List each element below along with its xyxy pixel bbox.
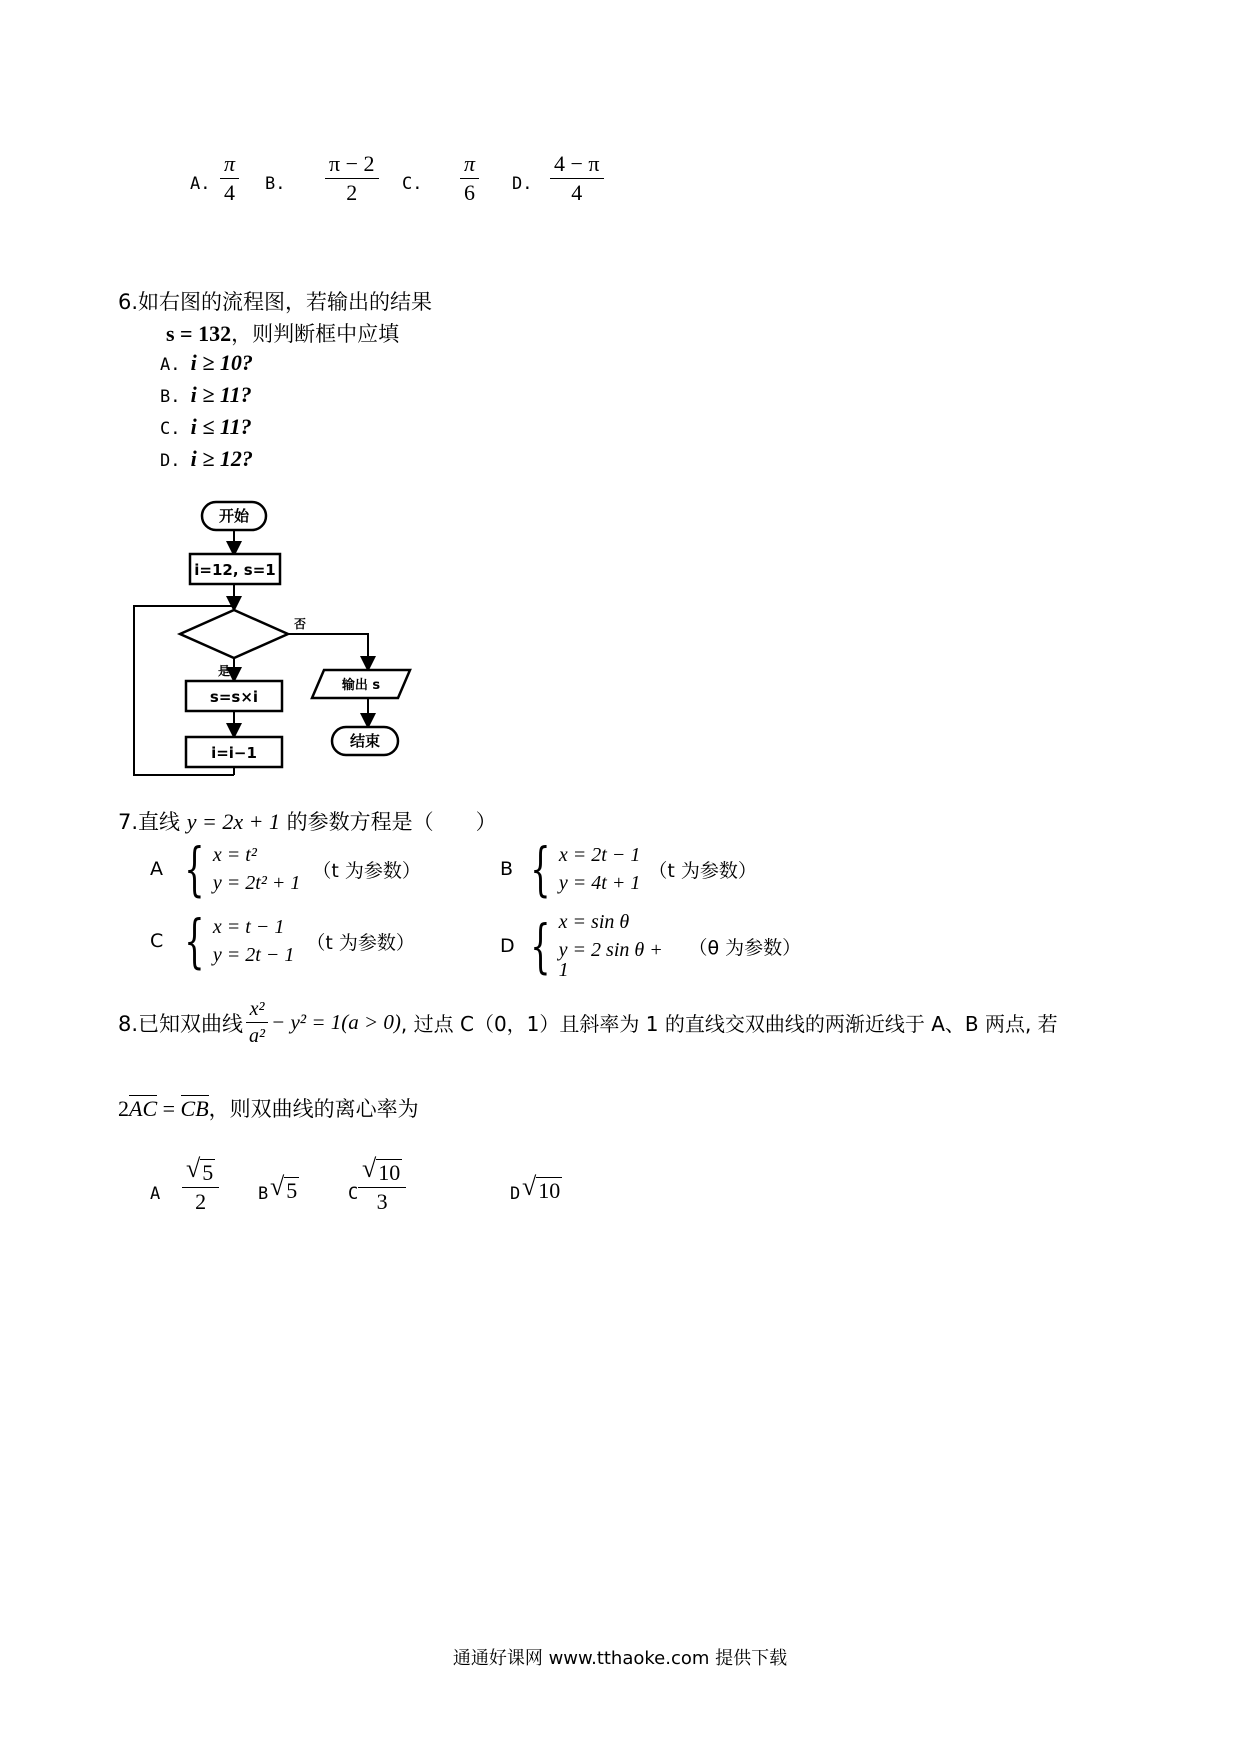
- q5-options: [190, 152, 670, 212]
- flow-no-label: 否: [294, 617, 307, 631]
- q8-option-d-label: D: [510, 1184, 521, 1204]
- q7-option-b-label: B: [500, 858, 514, 880]
- q8-stem-line2: [118, 1093, 419, 1123]
- q6-flowchart: [120, 490, 440, 800]
- q6-option-d-expr: i ≥ 12?: [190, 446, 253, 471]
- flow-decision-diamond: [180, 610, 288, 658]
- q6-s-expression: s = 132: [166, 321, 232, 346]
- q6-option-d: [160, 446, 253, 478]
- q5-option-d-den: 4: [571, 180, 583, 206]
- q5-option-a-den: 4: [224, 180, 236, 206]
- q5-option-a-label: A.: [190, 174, 211, 194]
- q7-option-a: [150, 835, 421, 903]
- q8-options: [150, 1156, 630, 1236]
- q8-vector-cb: CB: [180, 1096, 209, 1121]
- q7-option-c-row1: x = t − 1: [212, 916, 285, 938]
- q6-option-c-expr: i ≤ 11?: [190, 414, 252, 439]
- q8-option-a-den: 2: [195, 1189, 207, 1215]
- q5-option-a-fraction: [220, 152, 239, 205]
- q8-option-b-label: B: [258, 1184, 269, 1204]
- q7-option-b-note: （t 为参数）: [648, 859, 757, 882]
- q7-option-b-brace: {: [530, 835, 551, 903]
- q5-option-b-label: B.: [265, 174, 286, 194]
- q7-option-b: [500, 835, 757, 903]
- q6-stem-line1: 6.如右图的流程图，若输出的结果: [118, 290, 433, 314]
- q7-option-c-rows: [213, 917, 294, 965]
- q7-option-b-rows: [559, 845, 640, 893]
- q6-option-c: [160, 414, 253, 446]
- q8-stem: [118, 998, 1218, 1047]
- q5-option-b-fraction: [325, 152, 379, 205]
- q7-option-d: [500, 912, 800, 980]
- q8-option-c-fraction: [358, 1156, 406, 1214]
- q8-option-c-radicand: 10: [378, 1160, 401, 1185]
- q7-option-a-row2: y = 2t² + 1: [212, 872, 301, 894]
- flow-init-label: i=12, s=1: [194, 561, 276, 579]
- q8-stem-prefix: 8.已知双曲线: [118, 1011, 244, 1036]
- q8-option-a-label: A: [150, 1184, 161, 1204]
- flow-multiply-label: s=s×i: [209, 688, 259, 706]
- q7-options: [150, 835, 802, 990]
- q8-vector-ac: AC: [129, 1096, 158, 1121]
- q7-stem-expression: y = 2x + 1: [186, 809, 280, 834]
- q8-hyperbola-fraction: [245, 998, 269, 1047]
- q7-option-a-brace: {: [184, 835, 205, 903]
- q7-option-d-row2: y = 2 sin θ + 1: [558, 939, 663, 981]
- q5-option-b-num: π − 2: [325, 152, 379, 179]
- q7-option-a-rows: [213, 845, 300, 893]
- q7-option-c: [150, 907, 415, 975]
- q8-stem-rest: , 过点 C（0，1）且斜率为 1 的直线交双曲线的两渐近线于 A、B 两点, 若: [400, 1012, 1058, 1036]
- q8-equation-rest: − y² = 1(a > 0): [271, 1010, 401, 1034]
- q7-option-d-label: D: [500, 935, 515, 957]
- q7-option-d-brace: {: [530, 912, 551, 980]
- q5-option-d-label: D.: [512, 174, 533, 194]
- q7-option-d-rows: [559, 912, 677, 980]
- q5-option-c-label: C.: [402, 174, 423, 194]
- q7-option-d-note: （θ 为参数）: [688, 936, 802, 959]
- q5-option-b-den: 2: [346, 180, 358, 206]
- q7-option-a-label: A: [150, 858, 163, 880]
- q8-fraction-den: a²: [249, 1025, 266, 1047]
- q7-option-b-row2: y = 4t + 1: [558, 872, 641, 894]
- q7-option-d-row1: x = sin θ: [558, 911, 630, 933]
- q8-coef: 2: [118, 1096, 129, 1121]
- q8-option-b-sqrt: √ 5: [270, 1172, 298, 1203]
- q8-option-b-radicand: 5: [286, 1178, 298, 1203]
- q8-option-a-radicand: 5: [202, 1160, 214, 1185]
- q7-option-a-row1: x = t²: [212, 844, 257, 866]
- flow-yes-label: 是: [218, 664, 231, 678]
- flow-end-label: 结束: [349, 732, 381, 750]
- q7-stem: [118, 806, 497, 836]
- q5-option-c-den: 6: [464, 180, 476, 206]
- q8-option-d-sqrt: √ 10: [522, 1172, 561, 1203]
- q8-option-c-num: √ 10: [358, 1156, 406, 1188]
- q8-option-a-num: √ 5: [182, 1156, 219, 1188]
- q6-option-d-label: D.: [160, 451, 181, 471]
- q7-option-c-label: C: [150, 930, 164, 952]
- q5-option-d-num: 4 − π: [550, 152, 604, 179]
- q8-fraction-num: x²: [246, 998, 269, 1023]
- q5-option-c-fraction: [460, 152, 479, 205]
- q5-option-c-num: π: [460, 152, 479, 179]
- q7-stem-prefix: 7.直线: [118, 810, 181, 834]
- flow-decrement-label: i=i−1: [211, 744, 257, 762]
- q6-option-b-label: B.: [160, 387, 181, 407]
- q6-stem-line2-rest: ，则判断框中应填: [231, 322, 400, 346]
- q7-option-b-row1: x = 2t − 1: [558, 844, 641, 866]
- flow-output-label: 输出 s: [341, 678, 381, 693]
- q6-option-b-expr: i ≥ 11?: [190, 382, 252, 407]
- q8-stem-line2-rest: ，则双曲线的离心率为: [208, 1097, 419, 1121]
- q8-option-c-label: C: [348, 1184, 359, 1204]
- q7-option-c-brace: {: [184, 907, 205, 975]
- q8-option-d-radicand: 10: [538, 1178, 561, 1203]
- q7-option-c-row2: y = 2t − 1: [212, 944, 295, 966]
- q6-option-a-label: A.: [160, 355, 181, 375]
- q8-equals: =: [162, 1096, 176, 1121]
- q5-option-a-num: π: [220, 152, 239, 179]
- q8-option-c-den: 3: [376, 1189, 388, 1215]
- q7-stem-suffix: 的参数方程是（ ）: [286, 810, 497, 834]
- q6-options: [160, 350, 253, 478]
- q6-option-c-label: C.: [160, 419, 181, 439]
- flow-start-label: 开始: [218, 507, 250, 525]
- q6-option-a: [160, 350, 253, 382]
- q7-option-c-note: （t 为参数）: [306, 931, 415, 954]
- footer-source: 通通好课网 www.tthaoke.com 提供下载: [452, 1648, 788, 1669]
- q6-option-b: [160, 382, 253, 414]
- q8-option-a-fraction: [182, 1156, 219, 1214]
- q6-stem-line2: [166, 318, 399, 348]
- q6-option-a-expr: i ≥ 10?: [190, 350, 253, 375]
- q7-option-a-note: （t 为参数）: [312, 859, 421, 882]
- q5-option-d-fraction: [550, 152, 604, 205]
